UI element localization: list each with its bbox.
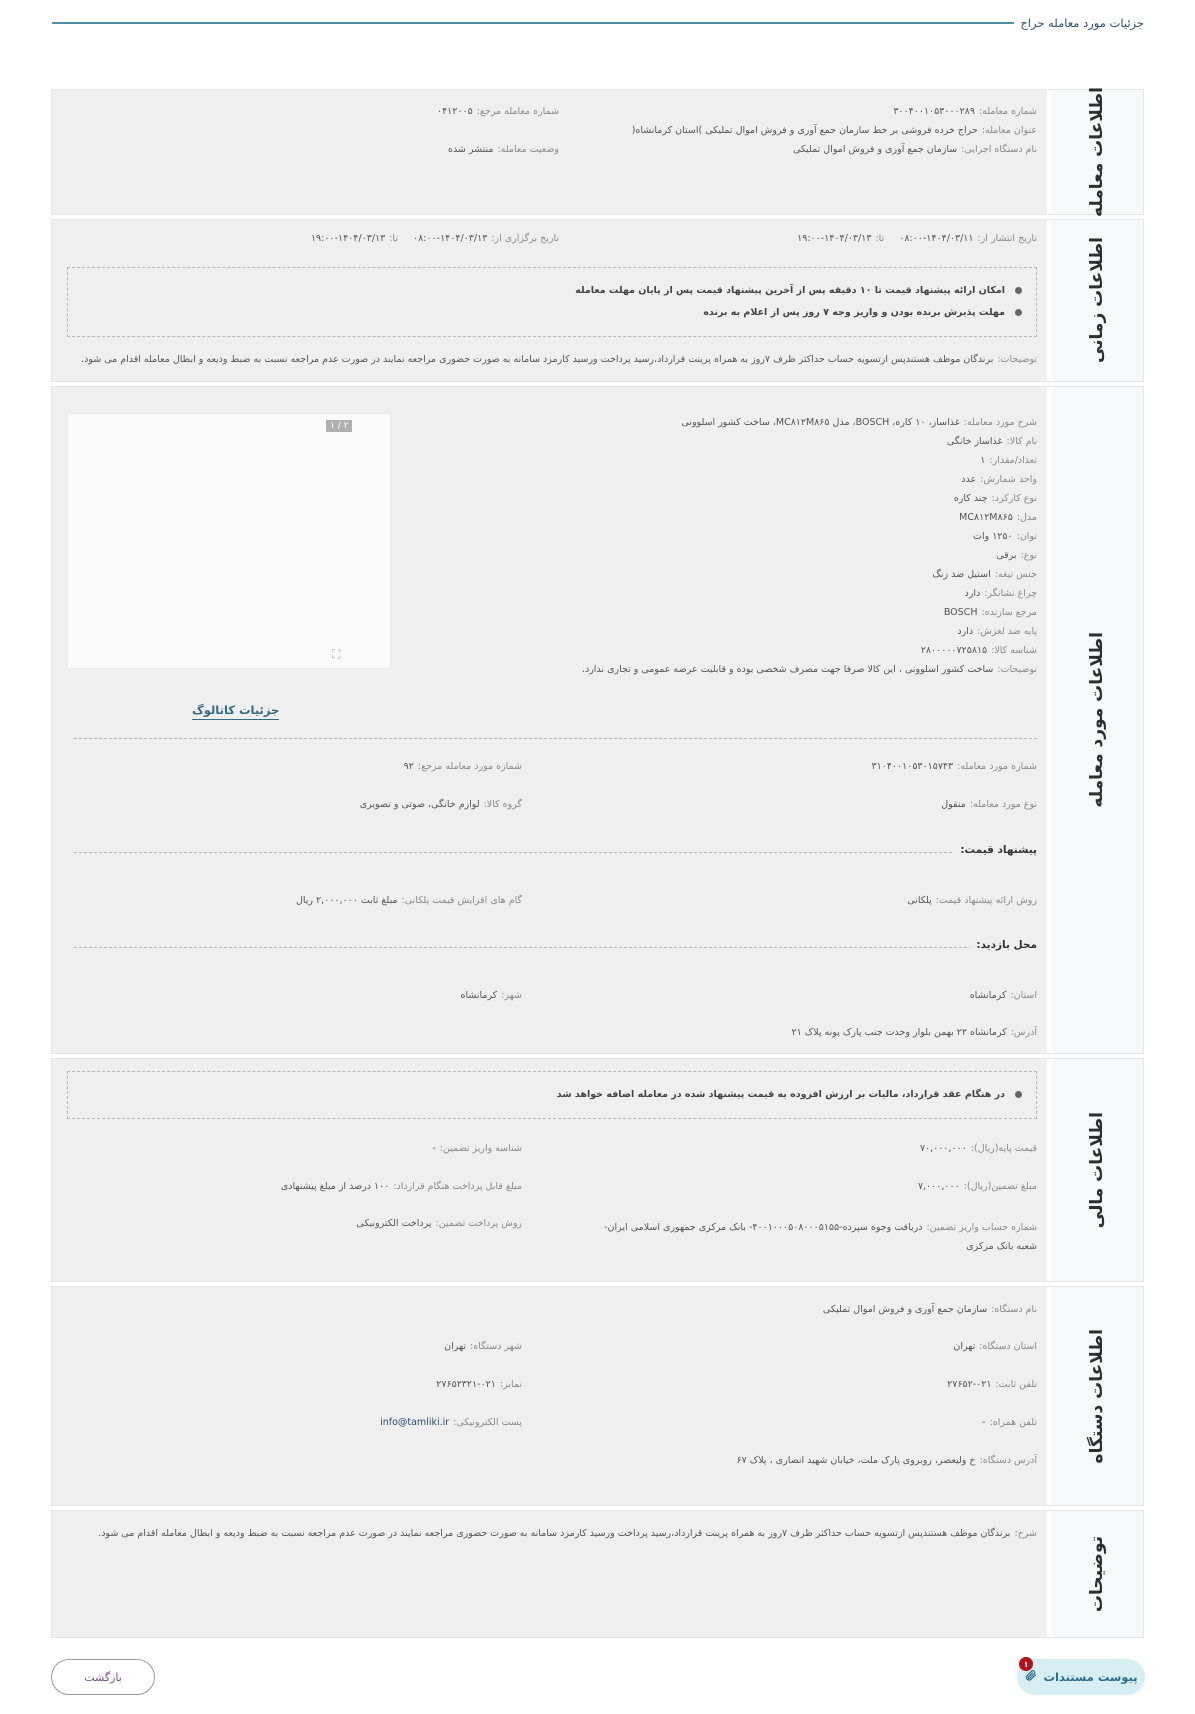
- divider: [74, 947, 1037, 948]
- price-steps: گام های افزایش قیمت پلکانی:مبلغ ثابت ۲,۰۰۰,۰۰۰ ریال: [295, 895, 522, 906]
- notice-item: امکان ارائه پیشنهاد قیمت تا ۱۰ دقیقه پس از آخرین پیشنهاد قیمت پس از پایان مهلت معامله: [575, 285, 1022, 296]
- spec-row: تعداد/مقدار:۱: [980, 455, 1037, 466]
- item-description: شرح مورد معامله:غذاساز، ۱۰ کاره، BOSCH، مدل MC۸۱۲M۸۶۵، ساخت کشور اسلوونی: [681, 417, 1037, 428]
- page-title: جزئیات مورد معامله حراج: [1020, 16, 1144, 30]
- visit-location-heading: محل بازدید:: [970, 939, 1037, 951]
- transaction-info-section: [51, 86, 1144, 218]
- description-text: شرح:برندگان موظف هستندپس ازتسویه حساب حداکثر ظرف ۷روز به همراه پرینت قرارداد،رسید پرداخت ورسید کارمزد سامانه به صورت حضوری مراجعه نمایند در صورت عدم مراجعه نسبت به ضبط ودیعه و ابطال معامله اقدام می شود.: [98, 1528, 1037, 1539]
- attachments-button[interactable]: [1017, 1659, 1145, 1695]
- deposit-account: شماره حساب واریز تضمین:دریافت وجوه سپرده-۴۰۰۱۰۰۰۵۰۸۰۰۰۵۱۵۵- بانک مرکزی جمهوری اسلامی ایران- شعبه بانک مرکزی: [604, 1222, 1037, 1252]
- payable-amount: مبلغ قابل پرداخت هنگام قرارداد:۱۰۰ درصد از مبلغ پیشنهادی: [280, 1181, 522, 1192]
- visit-province: استان:کرمانشاه: [969, 990, 1037, 1001]
- section-side-title: اطلاعات مورد معامله: [1047, 387, 1143, 1053]
- agency-phone: تلفن ثابت:۰۲۱-۲۷۶۵۲: [947, 1379, 1037, 1390]
- section-side-title: اطلاعات مالی: [1047, 1059, 1143, 1281]
- item-number: شماره مورد معامله:۳۱۰۴۰۰۱۰۵۳۰۱۵۷۴۳: [871, 761, 1037, 772]
- financial-notice: [67, 1071, 1037, 1119]
- spec-row: مرجع سازنده:BOSCH: [943, 607, 1037, 618]
- divider: [74, 852, 1037, 853]
- payment-method: روش پرداخت تضمین:پرداخت الکترونیکی: [356, 1218, 522, 1229]
- guarantee-amount: مبلغ تضمین(ریال):۷,۰۰۰,۰۰۰: [917, 1181, 1037, 1192]
- spec-row: مدل:MC۸۱۲M۸۶۵: [959, 512, 1037, 523]
- ref-item-number: شماره مورد معامله مرجع:۹۲: [403, 761, 522, 772]
- image-counter: ۲ / ۱: [326, 420, 352, 432]
- section-side-title: اطلاعات معامله: [1047, 90, 1143, 214]
- attachments-label: پیوست مستندات: [1043, 1670, 1138, 1684]
- financial-info-section: [51, 1058, 1144, 1282]
- price-method: روش ارائه پیشنهاد قیمت:پلکانی: [907, 895, 1037, 906]
- paperclip-icon: [1024, 1669, 1037, 1685]
- agency-mobile: تلفن همراه:-: [982, 1417, 1037, 1428]
- catalog-details-link[interactable]: جزئیات کاتالوگ: [192, 703, 279, 720]
- spec-row: توان:۱۲۵۰ وات: [973, 531, 1037, 542]
- spec-row: واحد شمارش:عدد: [961, 474, 1037, 485]
- spec-row: چراغ نشانگر:دارد: [964, 588, 1037, 599]
- spec-row: نام کالا:غذاساز خانگی: [946, 436, 1037, 447]
- page-header: [52, 14, 1144, 34]
- transaction-title: عنوان معامله:حراج خرده فروشی بر خط سازمان جمع آوری و فروش اموال تملیکی )استان کرمانشاه(: [631, 125, 1037, 136]
- deposit-id: شناسه واریز تضمین:-: [432, 1143, 522, 1154]
- descriptions-section: [51, 1510, 1144, 1638]
- notice-item: در هنگام عقد قرارداد، مالیات بر ارزش افزوده به قیمت پیشنهاد شده در معامله اضافه خواهد شد: [557, 1089, 1022, 1100]
- agency-address: آدرس دستگاه:خ ولیعصر، روبروی پارک ملت، خیابان شهید انصاری ، پلاک ۶۷: [736, 1455, 1037, 1466]
- item-notes: توضیحات:ساخت کشور اسلوونی ، این کالا صرفا جهت مصرف شخصی بوده و قابلیت عرضه عمومی و تجاری ندارد.: [581, 664, 1037, 675]
- agency-email: پست الکترونیکی:info@tamliki.ir: [380, 1417, 522, 1428]
- transaction-agency: نام دستگاه اجرایی:سازمان جمع آوری و فروش اموال تملیکی: [792, 144, 1037, 155]
- time-notices: [67, 267, 1037, 337]
- back-button[interactable]: بازگشت: [51, 1659, 155, 1695]
- visit-city: شهر:کرمانشاه: [460, 990, 522, 1001]
- spec-row: پایه ضد لغزش:دارد: [957, 626, 1037, 637]
- price-offer-heading: پیشنهاد قیمت:: [954, 844, 1037, 856]
- divider: [74, 738, 1037, 739]
- holding-date: تاریخ برگزاری از:۱۴۰۴/۰۳/۱۳-۰۸:۰۰ تا:۱۴۰۴/۰۳/۱۳-۱۹:۰۰: [310, 233, 559, 244]
- section-side-title: اطلاعات زمانی: [1047, 220, 1143, 381]
- spec-row: شناسه کالا:۲۸۰۰۰۰۰۷۲۵۸۱۵: [920, 645, 1037, 656]
- time-description: توضیحات:برندگان موظف هستندپس ازتسویه حساب حداکثر ظرف ۷روز به همراه پرینت قرارداد،رسید پرداخت ورسید کارمزد سامانه به صورت حضوری مراجعه نمایند در صورت عدم مراجعه نسبت به ضبط ودیعه و ابطال معامله اقدام می شود.: [81, 354, 1037, 365]
- section-side-title: اطلاعات دستگاه: [1047, 1287, 1143, 1505]
- header-divider: [52, 22, 1014, 24]
- spec-row: نوع کارکرد:چند کاره: [953, 493, 1037, 504]
- transaction-number: شماره معامله:۳۰۰۴۰۰۱۰۵۳۰۰۰۲۸۹: [893, 106, 1037, 117]
- agency-city: شهر دستگاه:تهران: [444, 1341, 522, 1352]
- item-type: نوع مورد معامله:منقول: [941, 799, 1037, 810]
- base-price: قیمت پایه(ریال):۷۰,۰۰۰,۰۰۰: [919, 1143, 1037, 1154]
- agency-name: نام دستگاه:سازمان جمع آوری و فروش اموال تملیکی: [822, 1304, 1037, 1315]
- product-image-viewer[interactable]: [67, 413, 391, 669]
- item-info-section: [51, 386, 1144, 1054]
- spec-row: جنس تیغه:استیل ضد زنگ: [932, 569, 1037, 580]
- time-info-section: [51, 219, 1144, 382]
- agency-fax: نمابر:۰۲۱-۲۷۶۵۲۳۲۱: [436, 1379, 522, 1390]
- goods-group: گروه کالا:لوازم خانگی، صوتی و تصویری: [359, 799, 522, 810]
- transaction-status: وضعیت معامله:منتشر شده: [447, 144, 559, 155]
- notice-item: مهلت پذیرش برنده بودن و واریز وجه ۷ روز پس از اعلام به برنده: [703, 307, 1022, 318]
- spec-row: نوع:برقی: [996, 550, 1037, 561]
- visit-address: آدرس:کرمانشاه ۲۲ بهمن بلوار وحدت جنب پارک پونه پلاک ۲۱: [791, 1027, 1037, 1038]
- agency-province: استان دستگاه:تهران: [953, 1341, 1037, 1352]
- expand-icon[interactable]: ⛶: [332, 647, 341, 661]
- section-side-title: توضیحات: [1047, 1511, 1143, 1637]
- transaction-ref-number: شماره معامله مرجع:۰۴۱۲۰۰۵: [436, 106, 559, 117]
- agency-info-section: [51, 1286, 1144, 1506]
- attachments-count-badge: ۱: [1019, 1657, 1033, 1671]
- publish-date: تاریخ انتشار از:۱۴۰۴/۰۳/۱۱-۰۸:۰۰ تا:۱۴۰۴/۰۳/۱۳-۱۹:۰۰: [797, 233, 1037, 244]
